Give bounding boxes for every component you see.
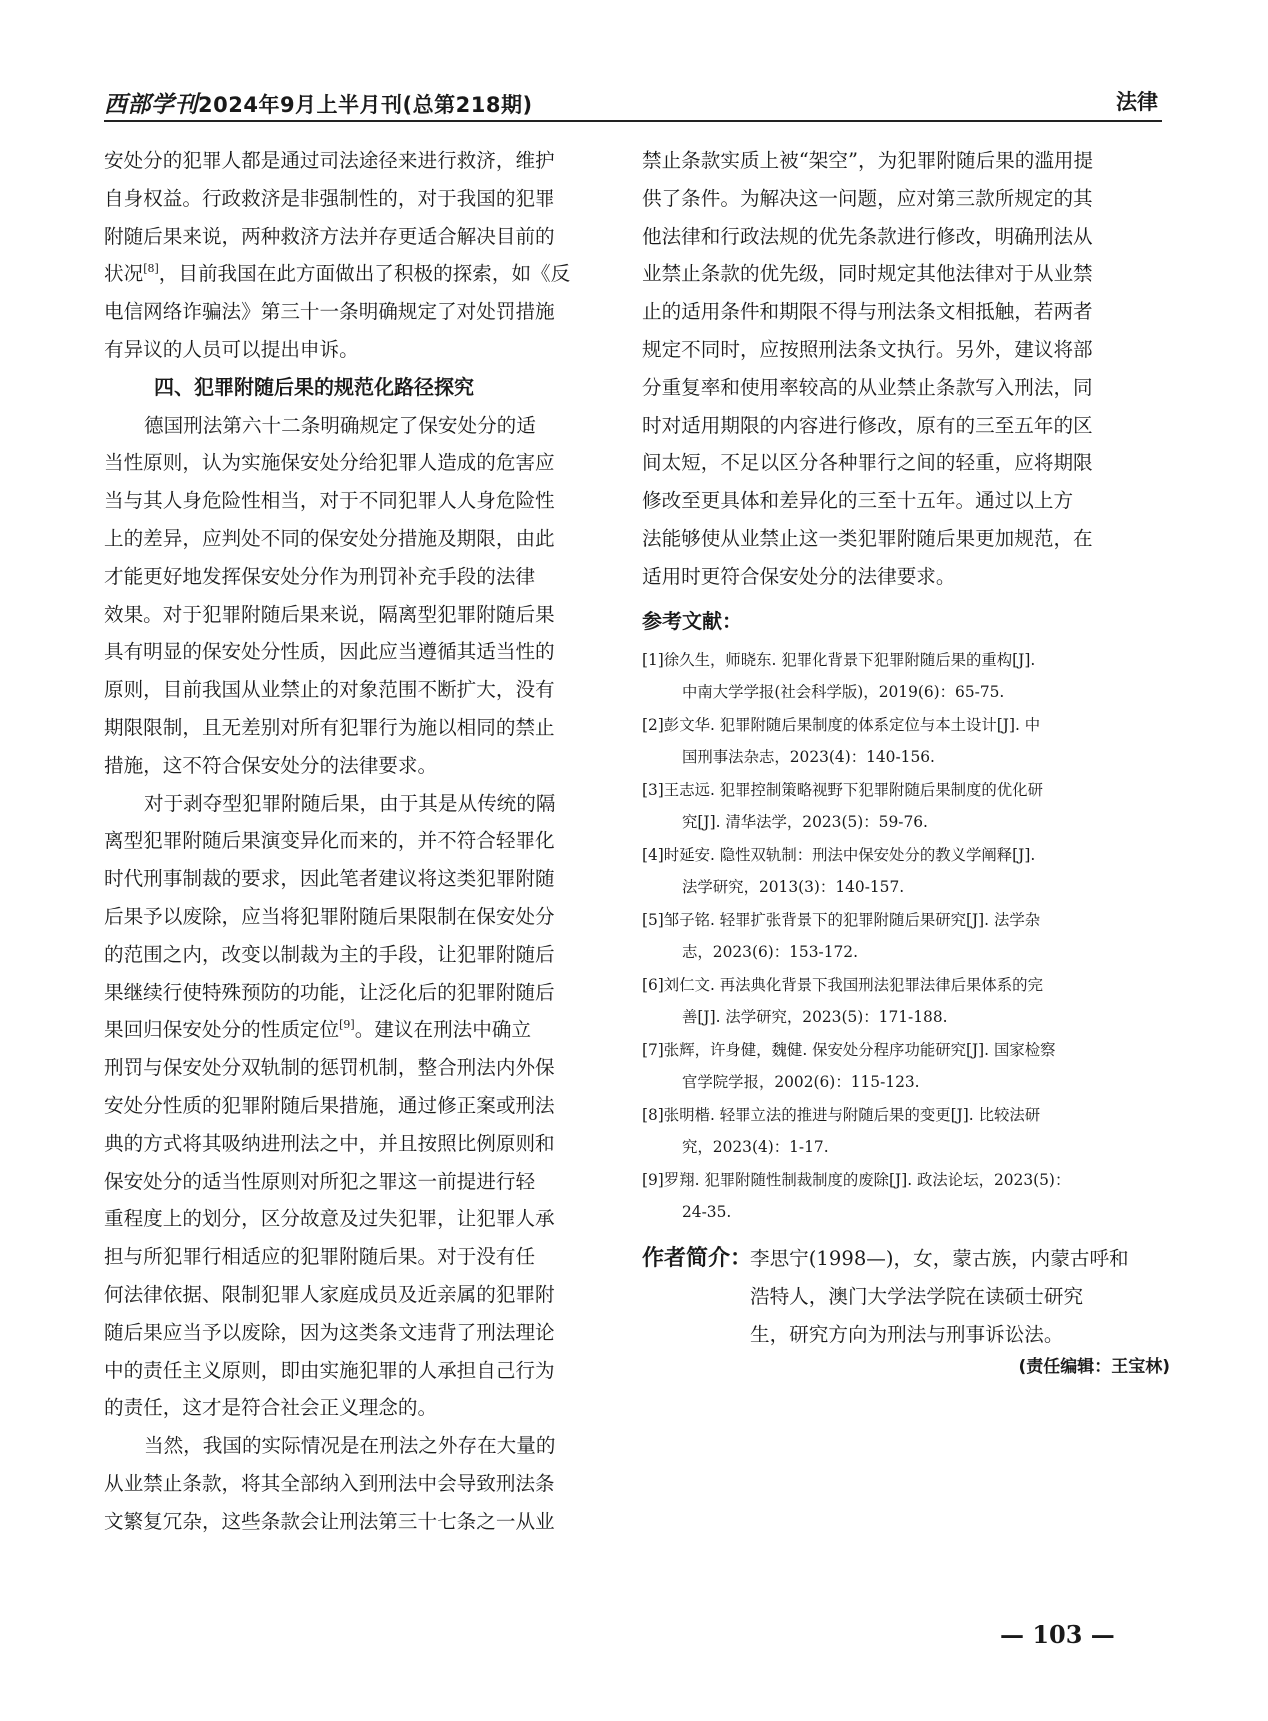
reference-line: [4]时延安. 隐性双轨制：刑法中保安处分的教义学阐释[J]. (642, 846, 1036, 864)
line-text: 分重复率和使用率较高的从业禁止条款写入刑法，同 (642, 375, 1093, 399)
line-text: 上的差异，应判处不同的保安处分措施及期限，由此 (104, 526, 555, 550)
text-line (104, 936, 624, 974)
line-text: 具有明显的保安处分性质，因此应当遵循其适当性的 (104, 640, 555, 664)
reference-line: 法学研究，2013(3)：140-157. (682, 878, 905, 896)
reference-line: 国刑事法杂志，2023(4)：140-156. (682, 748, 935, 766)
text-line (104, 1465, 624, 1503)
responsible-editor: (责任编辑：王宝林) (1018, 1357, 1170, 1377)
line-text: 适用时更符合保安处分的法律要求。 (642, 564, 956, 588)
text-line (104, 747, 624, 785)
text-line (104, 860, 624, 898)
line-text: 才能更好地发挥保安处分作为刑罚补充手段的法律 (104, 564, 536, 588)
text-line (104, 1427, 624, 1465)
line-text: 对于剥夺型犯罪附随后果，由于其是从传统的隔 (144, 791, 556, 815)
journal-title (104, 86, 533, 119)
citation-marker: [9] (339, 1018, 355, 1032)
text-line (104, 218, 624, 256)
author-bio-line: 浩特人，澳门大学法学院在读硕士研究 (750, 1284, 1084, 1308)
reference-line: [9]罗翔. 犯罪附随性制裁制度的废除[J]. 政法论坛，2023(5)： (642, 1171, 1071, 1189)
left-column (104, 142, 624, 1540)
line-text: 。建议在刑法中确立 (354, 1018, 532, 1042)
line-text: 电信网络诈骗法》第三十一条明确规定了对处罚措施 (104, 300, 555, 324)
reference-item (642, 904, 1170, 968)
text-line (104, 407, 624, 445)
line-text: 修改至更具体和差异化的三至十五年。通过以上方 (642, 489, 1074, 513)
line-text: 原则，目前我国从业禁止的对象范围不断扩大，没有 (104, 678, 555, 702)
author-bio-text (750, 1240, 1170, 1353)
line-text: 状况 (104, 262, 144, 286)
text-line (642, 444, 1162, 482)
right-column (642, 142, 1162, 596)
text-line (104, 1276, 624, 1314)
text-line (104, 1163, 624, 1201)
reference-line: 善[J]. 法学研究，2023(5)：171-188. (682, 1008, 948, 1026)
journal-logo: 西部学刊 (104, 91, 198, 118)
reference-line: 究，2023(4)：1-17. (682, 1138, 829, 1156)
line-text: 何法律依据、限制犯罪人家庭成员及近亲属的犯罪附 (104, 1282, 555, 1306)
text-line (104, 633, 624, 671)
text-line (642, 558, 1162, 596)
text-line (104, 558, 624, 596)
line-text: 止的适用条件和期限不得与刑法条文相抵触，若两者 (642, 300, 1093, 324)
text-line (104, 1200, 624, 1238)
text-line (104, 1087, 624, 1125)
text-line (642, 218, 1162, 256)
line-text: 法能够使从业禁止这一类犯罪附随后果更加规范，在 (642, 526, 1093, 550)
text-line (642, 255, 1162, 293)
line-text: 当然，我国的实际情况是在刑法之外存在大量的 (144, 1434, 556, 1458)
line-text: 四、犯罪附随后果的规范化路径探究 (154, 374, 474, 399)
line-text: 文繁复冗杂，这些条款会让刑法第三十七条之一从业 (104, 1509, 555, 1533)
line-text: 附随后果来说，两种救济方法并存更适合解决目前的 (104, 224, 555, 248)
line-text: 自身权益。行政救济是非强制性的，对于我国的犯罪 (104, 186, 555, 210)
line-text: 时对适用期限的内容进行修改，原有的三至五年的区 (642, 413, 1093, 437)
line-text: ，目前我国在此方面做出了积极的探索，如《反 (158, 262, 571, 286)
text-line (642, 293, 1162, 331)
reference-line: 究[J]. 清华法学，2023(5)：59-76. (682, 813, 928, 831)
line-text: 刑罚与保安处分双轨制的惩罚机制，整合刑法内外保 (104, 1056, 555, 1080)
line-text: 业禁止条款的优先级，同时规定其他法律对于从业禁 (642, 262, 1093, 286)
line-text: 中的责任主义原则，即由实施犯罪的人承担自己行为 (104, 1358, 555, 1382)
text-line (104, 293, 624, 331)
text-line (104, 520, 624, 558)
reference-line: 中南大学学报(社会科学版)，2019(6)：65-75. (682, 683, 1005, 701)
text-line (104, 1049, 624, 1087)
line-text: 离型犯罪附随后果演变异化而来的，并不符合轻罪化 (104, 829, 555, 853)
line-text: 安处分的犯罪人都是通过司法途径来进行救济，维护 (104, 149, 555, 172)
references (642, 602, 1170, 1229)
line-text: 当与其人身危险性相当，对于不同犯罪人人身危险性 (104, 489, 555, 513)
text-line (104, 709, 624, 747)
reference-item (642, 1164, 1170, 1228)
text-line (642, 407, 1162, 445)
line-text: 安处分性质的犯罪附随后果措施，通过修正案或刑法 (104, 1093, 555, 1117)
reference-line: 24-35. (682, 1203, 732, 1221)
text-line (104, 898, 624, 936)
reference-item (642, 644, 1170, 708)
text-line (642, 520, 1162, 558)
line-text: 德国刑法第六十二条明确规定了保安处分的适 (144, 413, 536, 437)
author-bio-line: 生，研究方向为刑法与刑事诉讼法。 (750, 1322, 1064, 1346)
text-line (104, 1503, 624, 1541)
reference-line: 志，2023(6)：153-172. (682, 943, 858, 961)
reference-line: [5]邹子铭. 轻罪扩张背景下的犯罪附随后果研究[J]. 法学杂 (642, 911, 1041, 929)
page-number: — 103 — (1000, 1620, 1115, 1649)
text-line (642, 369, 1162, 407)
references-title: 参考文献： (642, 609, 742, 633)
issue-info: 2024年9月上半月刊(总第218期) (198, 93, 533, 117)
line-text: 有异议的人员可以提出申诉。 (104, 337, 359, 361)
reference-line: [1]徐久生，师晓东. 犯罪化背景下犯罪附随后果的重构[J]. (642, 651, 1036, 669)
text-line (104, 482, 624, 520)
reference-item (642, 839, 1170, 903)
line-text: 随后果应当予以废除，因为这类条文违背了刑法理论 (104, 1320, 555, 1344)
text-line (104, 596, 624, 634)
line-text: 规定不同时，应按照刑法条文执行。另外，建议将部 (642, 337, 1093, 361)
section-label: 法律 (1116, 90, 1158, 114)
line-text: 当性原则，认为实施保安处分给犯罪人造成的危害应 (104, 451, 555, 475)
author-bio-line: 李思宁(1998—)，女，蒙古族，内蒙古呼和 (750, 1247, 1129, 1270)
text-line (104, 1314, 624, 1352)
line-text: 效果。对于犯罪附随后果来说，隔离型犯罪附随后果 (104, 602, 555, 626)
section-heading (104, 369, 624, 407)
running-header (104, 84, 1162, 122)
reference-line: [2]彭文华. 犯罪附随后果制度的体系定位与本土设计[J]. 中 (642, 716, 1041, 734)
text-line (104, 180, 624, 218)
line-text: 重程度上的划分，区分故意及过失犯罪，让犯罪人承 (104, 1207, 555, 1231)
text-line (104, 1238, 624, 1276)
text-line (104, 444, 624, 482)
reference-list (642, 644, 1170, 1228)
text-line (104, 142, 624, 180)
reference-item (642, 709, 1170, 773)
text-line (104, 785, 624, 823)
reference-item (642, 1099, 1170, 1163)
text-line (104, 974, 624, 1012)
line-text: 后果予以废除，应当将犯罪附随后果限制在保安处分 (104, 904, 555, 928)
line-text: 时代刑事制裁的要求，因此笔者建议将这类犯罪附随 (104, 867, 555, 891)
line-text: 他法律和行政法规的优先条款进行修改，明确刑法从 (642, 224, 1093, 248)
line-text: 典的方式将其吸纳进刑法之中，并且按照比例原则和 (104, 1131, 555, 1155)
text-line (642, 331, 1162, 369)
author-bio-label: 作者简介： (642, 1246, 753, 1271)
line-text: 果继续行使特殊预防的功能，让泛化后的犯罪附随后 (104, 980, 555, 1004)
line-text: 间太短，不足以区分各种罪行之间的轻重，应将期限 (642, 451, 1093, 475)
reference-line: [6]刘仁文. 再法典化背景下我国刑法犯罪法律后果体系的完 (642, 976, 1043, 994)
text-line (642, 482, 1162, 520)
line-text: 的范围之内，改变以制裁为主的手段，让犯罪附随后 (104, 942, 555, 966)
text-line (104, 671, 624, 709)
text-line (104, 255, 624, 293)
text-line (104, 822, 624, 860)
text-line (104, 1011, 624, 1049)
reference-line: [8]张明楷. 轻罪立法的推进与附随后果的变更[J]. 比较法研 (642, 1106, 1041, 1124)
author-bio (642, 1240, 1170, 1353)
reference-item (642, 774, 1170, 838)
reference-line: [7]张辉，许身健，魏健. 保安处分程序功能研究[J]. 国家检察 (642, 1041, 1056, 1059)
line-text: 果回归保安处分的性质定位 (104, 1018, 340, 1042)
text-line (642, 180, 1162, 218)
text-line (104, 331, 624, 369)
text-line (104, 1352, 624, 1390)
line-text: 担与所犯罪行相适应的犯罪附随后果。对于没有任 (104, 1245, 536, 1269)
line-text: 供了条件。为解决这一问题，应对第三款所规定的其 (642, 186, 1093, 210)
line-text: 期限限制，且无差别对所有犯罪行为施以相同的禁止 (104, 715, 555, 739)
reference-item (642, 969, 1170, 1033)
line-text: 的责任，这才是符合社会正义理念的。 (104, 1396, 438, 1420)
text-line (104, 1125, 624, 1163)
citation-marker: [8] (143, 262, 159, 276)
reference-line: 官学院学报，2002(6)：115-123. (682, 1073, 920, 1091)
line-text: 措施，这不符合保安处分的法律要求。 (104, 753, 438, 777)
line-text: 从业禁止条款，将其全部纳入到刑法中会导致刑法条 (104, 1471, 555, 1495)
reference-item (642, 1034, 1170, 1098)
line-text: 保安处分的适当性原则对所犯之罪这一前提进行轻 (104, 1169, 536, 1193)
text-line (104, 1389, 624, 1427)
line-text: 禁止条款实质上被“架空”，为犯罪附随后果的滥用提 (642, 149, 1094, 172)
reference-line: [3]王志远. 犯罪控制策略视野下犯罪附随后果制度的优化研 (642, 781, 1043, 799)
text-line (642, 142, 1162, 180)
